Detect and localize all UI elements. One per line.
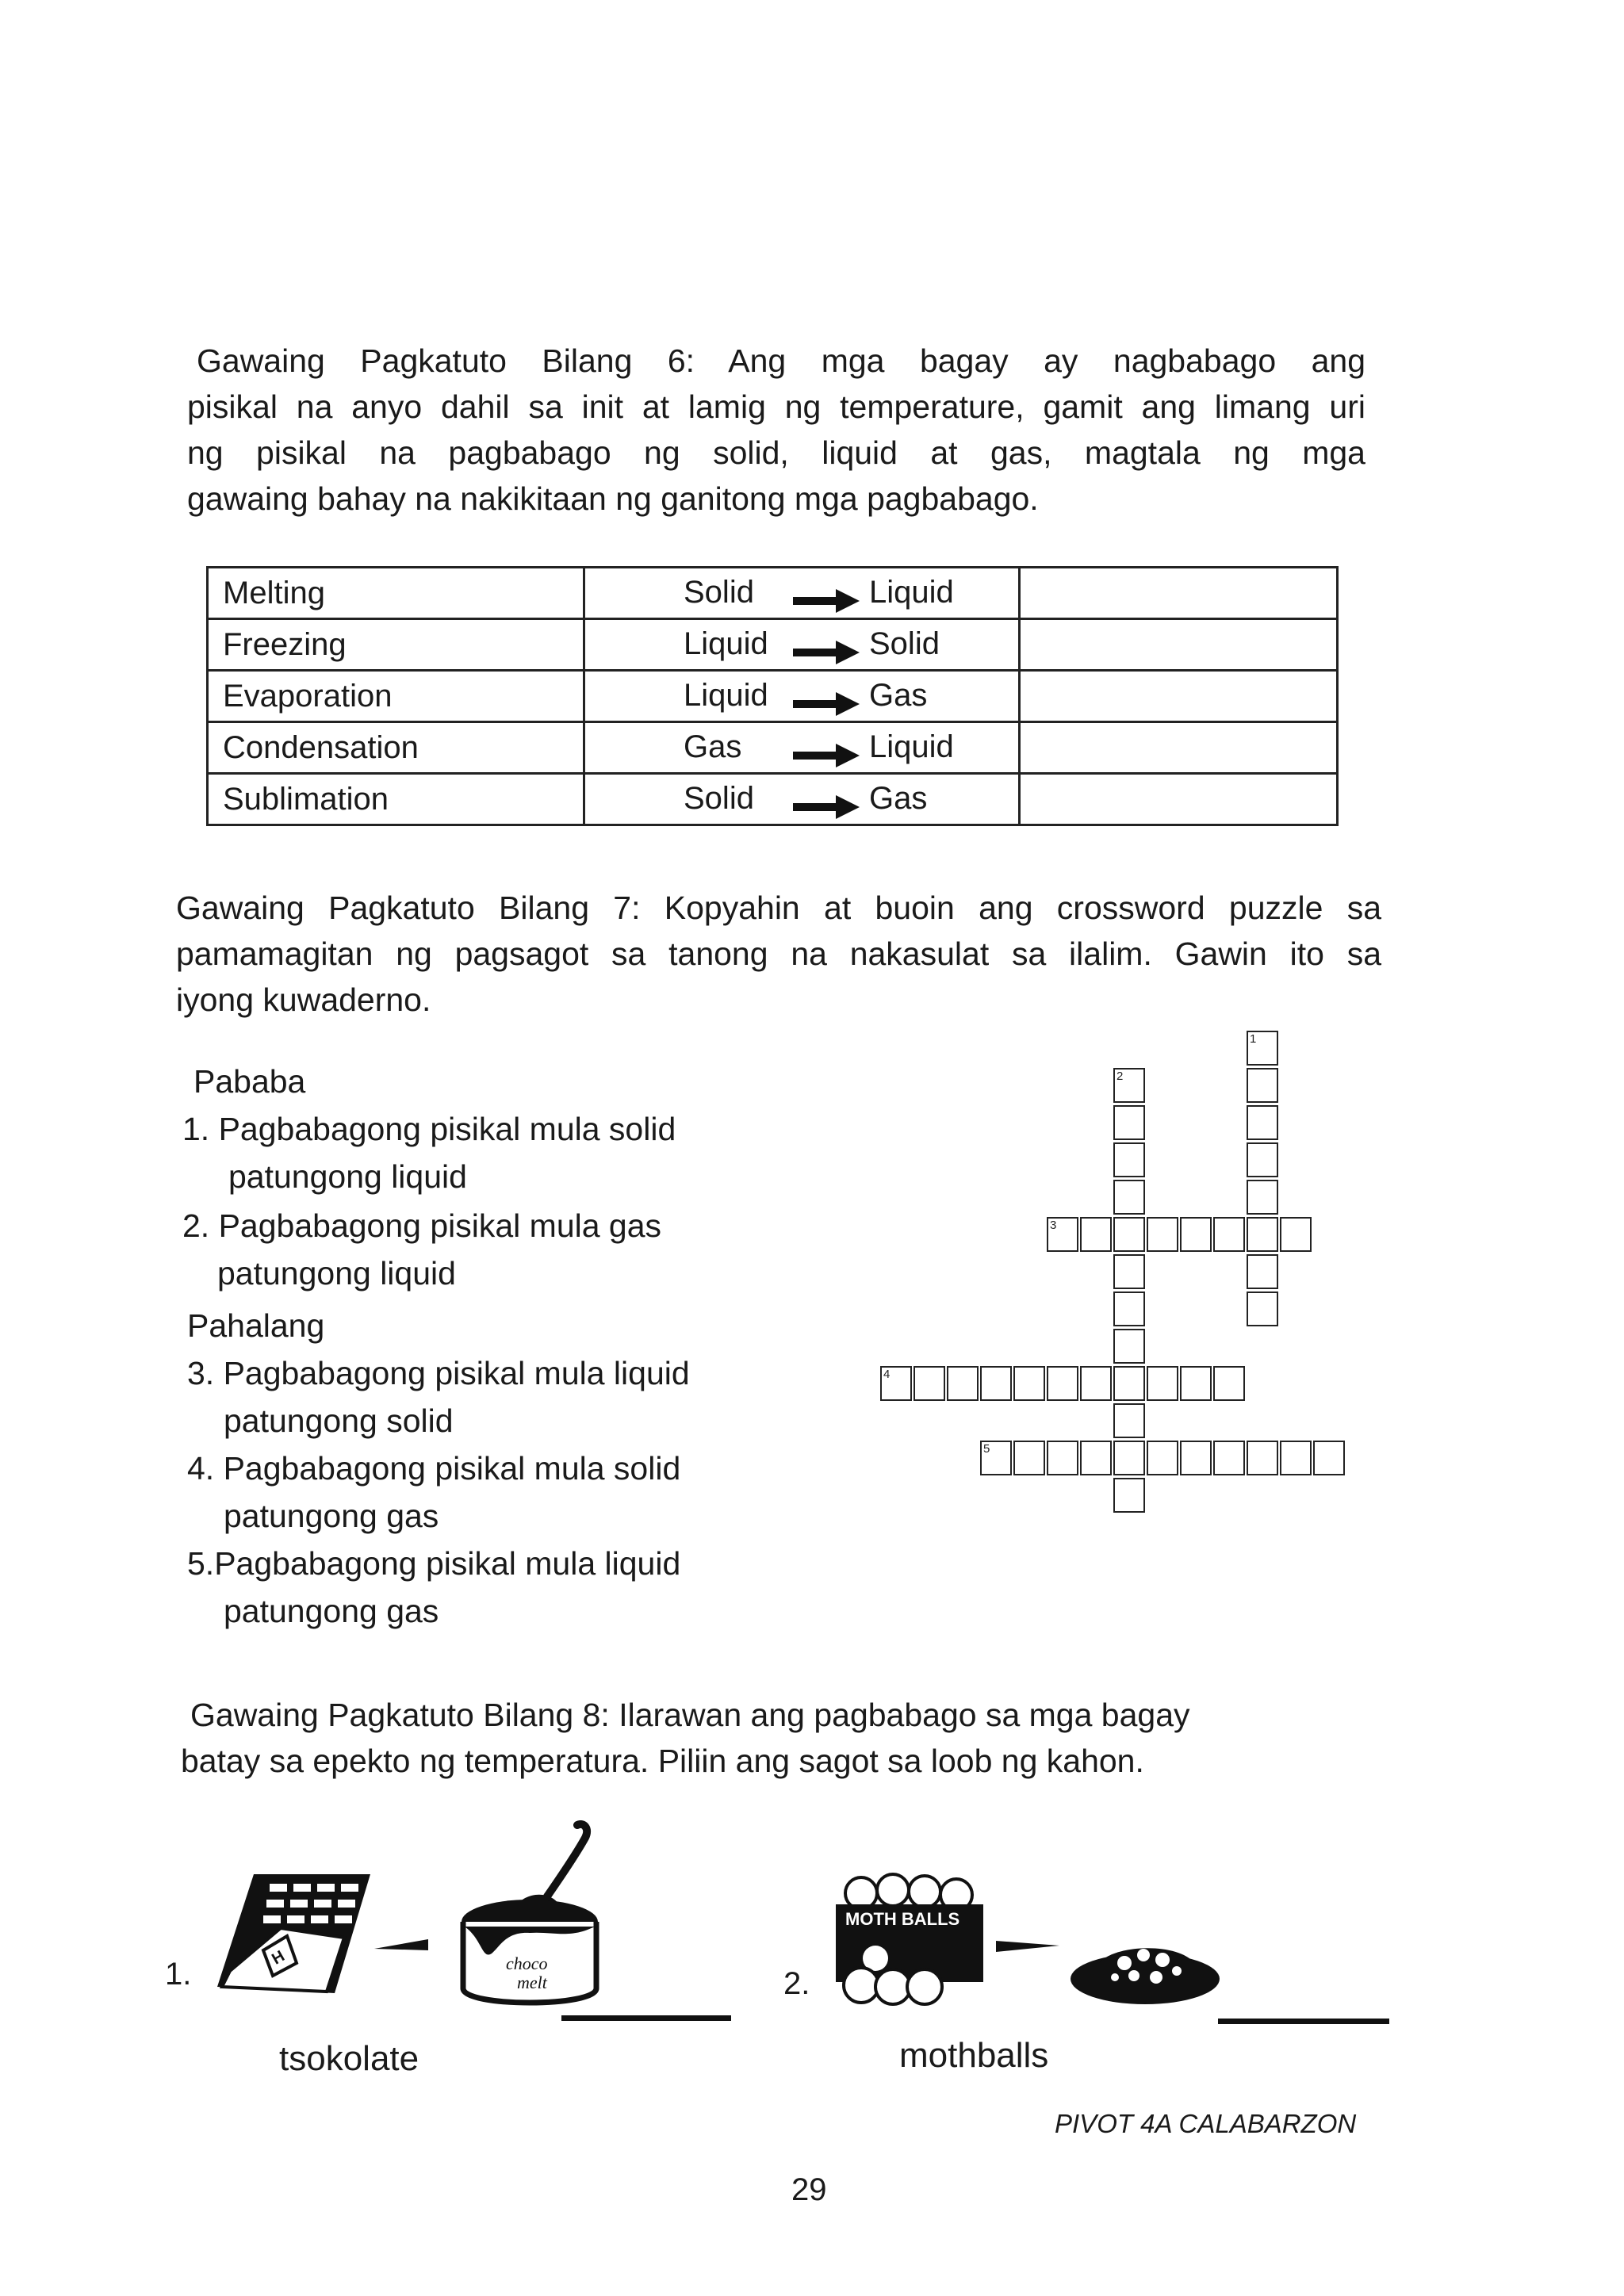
right-arrow-icon (793, 587, 860, 614)
to-state: Gas (869, 781, 928, 816)
crossword-cell[interactable] (1113, 1292, 1145, 1326)
crossword-cell[interactable] (1147, 1217, 1178, 1252)
footer-source: PIVOT 4A CALABARZON (1055, 2109, 1357, 2138)
arrow-icon (373, 1933, 430, 1957)
page-number: 29 (791, 2172, 827, 2207)
crossword-cell[interactable] (1113, 1478, 1145, 1513)
table-row (208, 722, 1338, 774)
crossword-cell[interactable] (1247, 1180, 1278, 1215)
answer-cell[interactable] (1020, 671, 1338, 722)
crossword-cell[interactable] (1147, 1366, 1178, 1401)
item-number-1: 1. (165, 1957, 192, 1992)
crossword-cell[interactable] (1247, 1292, 1278, 1326)
crossword-cell[interactable] (947, 1366, 979, 1401)
to-state: Solid (869, 626, 940, 661)
from-state: Solid (684, 781, 754, 816)
table-row (208, 568, 1338, 619)
item-caption-1: tsokolate (279, 2039, 419, 2078)
activity7-paragraph: Gawaing Pagkatuto Bilang 7: Kopyahin at buoin ang crossword puzzle sa pamamagitan ng pagsagot sa tanong na nakasulat sa ilalim. Gawin ito sa iyong kuwaderno. (176, 890, 1382, 1018)
activity8-title: Gawaing Pagkatuto Bilang 8: (190, 1697, 610, 1733)
answer-cell[interactable] (1020, 619, 1338, 671)
transition-cell (584, 671, 1020, 722)
answer-blank-1[interactable] (561, 2015, 731, 2021)
clue-number: 2 (1116, 1070, 1124, 1083)
arrow-icon (994, 1933, 1061, 1957)
process-name: Evaporation (208, 671, 584, 722)
crossword-cell[interactable] (1113, 1254, 1145, 1289)
crossword-cell[interactable] (1113, 1217, 1145, 1252)
clue-number: 3 (1050, 1219, 1057, 1232)
activity8-paragraph: Gawaing Pagkatuto Bilang 8: Ilarawan ang pagbabago sa mga bagay batay sa epekto ng temperatura. Piliin ang sagot sa loob ng kahon. (181, 1697, 1190, 1779)
crossword-cell[interactable] (1113, 1403, 1145, 1438)
crossword-cell[interactable] (1080, 1217, 1112, 1252)
crossword-cell[interactable] (1080, 1441, 1112, 1475)
answer-blank-2[interactable] (1218, 2019, 1389, 2024)
to-state: Liquid (869, 575, 954, 610)
crossword-cell[interactable] (1247, 1441, 1278, 1475)
crossword-clues: Pababa 1. Pagbabagong pisikal mula solid patungong liquid 2. Pagbabagong pisikal mula gas patungong liquid Pahalang 3. Pagbabagong pisikal mula liquid patungong solid 4. Pagbabagong pisikal mula solid patungong gas 5.Pagbabagong pisikal mula liquid patungong gas (182, 1058, 817, 1635)
crossword-cell[interactable] (1147, 1441, 1178, 1475)
from-state: Liquid (684, 678, 768, 713)
crossword-cell[interactable] (1180, 1441, 1212, 1475)
transition-cell (584, 619, 1020, 671)
from-state: Liquid (684, 626, 768, 661)
activity6-paragraph: Gawaing Pagkatuto Bilang 6: Ang mga bagay ay nagbabago ang pisikal na anyo dahil sa init at lamig ng temperature, gamit ang limang uri ng pisikal na pagbabago ng solid, liquid at gas, magtala ng mga gawaing bahay na nakikitaan ng ganitong mga pagbabago. (187, 342, 1366, 517)
crossword-cell[interactable] (1013, 1366, 1045, 1401)
process-name: Freezing (208, 619, 584, 671)
to-state: Gas (869, 678, 928, 713)
activity6-title: Gawaing Pagkatuto Bilang 6 (197, 342, 686, 379)
crossword-cell[interactable] (1313, 1441, 1345, 1475)
across-heading: Pahalang (187, 1307, 325, 1344)
crossword-cell[interactable] (1213, 1366, 1245, 1401)
svg-text:melt: melt (517, 1973, 547, 1992)
states-of-matter-table (206, 566, 1339, 826)
svg-text:MOTH BALLS: MOTH BALLS (845, 1909, 960, 1929)
right-arrow-icon (793, 639, 860, 666)
svg-text:choco: choco (506, 1954, 548, 1973)
process-name: Condensation (208, 722, 584, 774)
clue-number: 4 (883, 1368, 891, 1381)
to-state: Liquid (869, 729, 954, 764)
transition-cell (584, 568, 1020, 619)
right-arrow-icon (793, 742, 860, 769)
process-name: Sublimation (208, 774, 584, 825)
crossword-cell[interactable] (1180, 1366, 1212, 1401)
crossword-cell[interactable] (1113, 1366, 1145, 1401)
answer-cell[interactable] (1020, 722, 1338, 774)
crossword-cell[interactable] (1247, 1142, 1278, 1177)
crossword-cell[interactable] (1013, 1441, 1045, 1475)
table-row (208, 774, 1338, 825)
answer-cell[interactable] (1020, 568, 1338, 619)
svg-text:H: H (269, 1947, 288, 1969)
right-arrow-icon (793, 794, 860, 821)
crossword-cell[interactable] (1213, 1217, 1245, 1252)
answer-cell[interactable] (1020, 774, 1338, 825)
mothballs-box-icon (829, 1873, 988, 2007)
item-caption-2: mothballs (899, 2036, 1049, 2075)
crossword-cell[interactable] (1113, 1329, 1145, 1364)
from-state: Solid (684, 575, 754, 610)
crossword-cell[interactable] (980, 1366, 1012, 1401)
from-state: Gas (684, 729, 742, 764)
crossword-cell[interactable] (1247, 1068, 1278, 1103)
crossword-cell[interactable] (1047, 1441, 1078, 1475)
crossword-cell[interactable] (1047, 1366, 1078, 1401)
melted-chocolate-can-icon (450, 1820, 609, 2014)
table-row (208, 671, 1338, 722)
crossword-cell[interactable] (1247, 1217, 1278, 1252)
crossword-cell[interactable] (1180, 1217, 1212, 1252)
table-row (208, 619, 1338, 671)
transition-cell (584, 722, 1020, 774)
crossword-cell[interactable] (914, 1366, 945, 1401)
right-arrow-icon (793, 691, 860, 718)
clue-number: 1 (1250, 1032, 1257, 1046)
crossword-cell[interactable] (1113, 1180, 1145, 1215)
crossword-cell[interactable] (1080, 1366, 1112, 1401)
crossword-cell[interactable] (1247, 1105, 1278, 1140)
crossword-cell[interactable] (1280, 1441, 1312, 1475)
crossword-cell[interactable] (1113, 1105, 1145, 1140)
item-number-2: 2. (783, 1966, 810, 2001)
process-name: Melting (208, 568, 584, 619)
crossword-cell[interactable] (1280, 1217, 1312, 1252)
crossword-puzzle (880, 1031, 1388, 1554)
chocolate-bar-icon (208, 1868, 374, 2003)
melted-mothballs-icon (1067, 1928, 1223, 2007)
transition-cell (584, 774, 1020, 825)
crossword-cell[interactable] (1113, 1441, 1145, 1475)
crossword-cell[interactable] (1247, 1254, 1278, 1289)
down-heading: Pababa (193, 1063, 306, 1100)
crossword-cell[interactable] (1113, 1142, 1145, 1177)
crossword-cell[interactable] (1213, 1441, 1245, 1475)
activity7-title: Gawaing Pagkatuto Bilang 7 (176, 890, 632, 926)
clue-number: 5 (983, 1442, 990, 1456)
